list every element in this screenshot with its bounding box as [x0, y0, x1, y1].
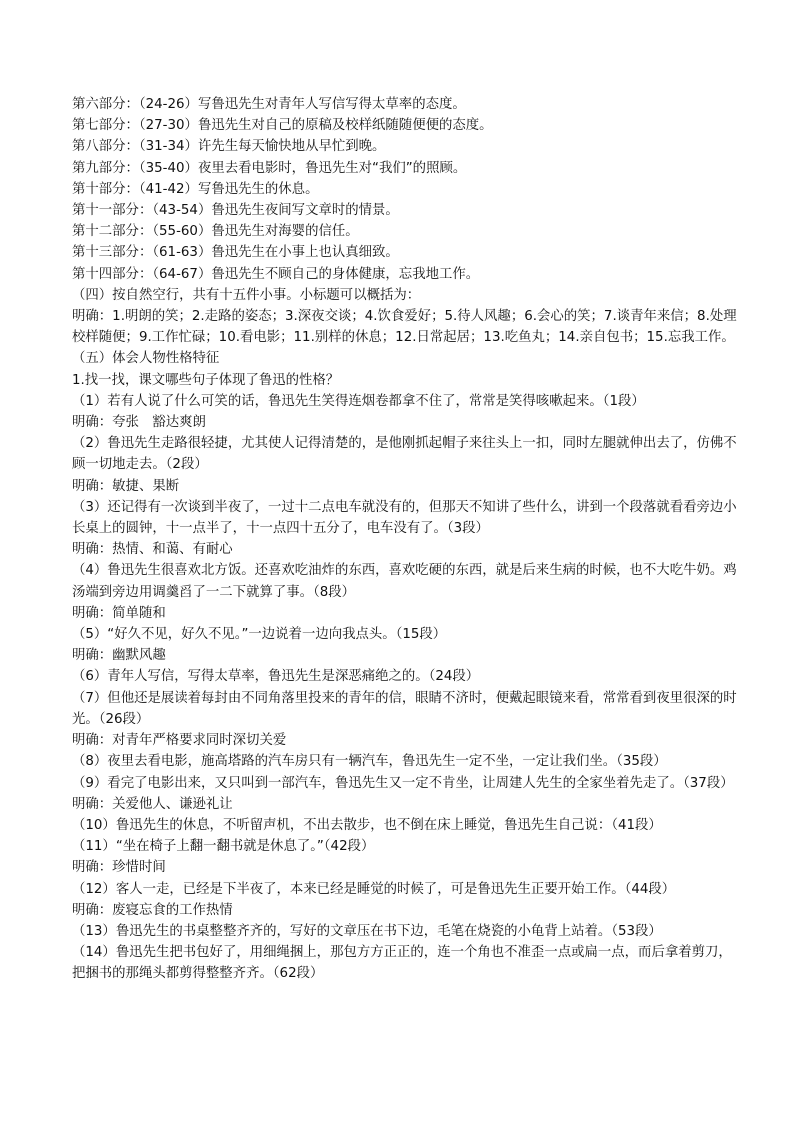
- part-six: 第六部分：（24-26）写鲁迅先生对青年人写信写得太草率的态度。: [72, 97, 466, 112]
- section-four-heading: （四）按自然空行，共有十五件小事。小标题可以概括为：: [72, 287, 421, 303]
- part-thirteen: 第十三部分：（61-63）鲁迅先生在小事上也认真细致。: [72, 245, 399, 261]
- part-eleven: 第十一部分：（43-54）鲁迅先生夜间写文章时的情景。: [72, 203, 399, 219]
- quote-8: （8）夜里去看电影，施高塔路的汽车房只有一辆汽车，鲁迅先生一定不坐，一定让我们坐。（35段）: [72, 754, 667, 770]
- quote-11: （11）“坐在椅子上翻一翻书就是休息了。”（42段）: [72, 839, 375, 855]
- part-fourteen: 第十四部分：（64-67）鲁迅先生不顾自己的身体健康，忘我地工作。: [72, 266, 480, 282]
- quote-2: （2）鲁迅先生走路很轻捷，尤其使人记得清楚的，是他刚抓起帽子来往头上一扣，同时左腿就伸出去了，仿佛不顾一切地走去。（2段）: [72, 436, 737, 473]
- answer-1: 明确：夸张 豁达爽朗: [72, 415, 206, 431]
- quote-9: （9）看完了电影出来，又只叫到一部汽车，鲁迅先生又一定不肯坐，让周建人先生的全家坐着先走了。（37段）: [72, 775, 734, 791]
- answer-5: 明确：幽默风趣: [72, 648, 166, 664]
- answer-2: 明确：敏捷、果断: [72, 478, 180, 494]
- answer-10-11: 明确：珍惜时间: [72, 860, 166, 876]
- quote-3: （3）还记得有一次谈到半夜了，一过十二点电车就没有的，但那天不知讲了些什么，讲到一个段落就看看旁边小长桌上的圆钟，十一点半了，十一点四十五分了，电车没有了。（3段）: [72, 499, 737, 537]
- quote-1: （1）若有人说了什么可笑的话，鲁迅先生笑得连烟卷都拿不住了，常常是笑得咳嗽起来。（1段）: [72, 393, 645, 409]
- quote-4: （4）鲁迅先生很喜欢北方饭。还喜欢吃油炸的东西，喜欢吃硬的东西，就是后来生病的时候，也不大吃牛奶。鸡汤端到旁边用调羹舀了一二下就算了事。（8段）: [72, 563, 737, 600]
- part-eight: 第八部分：（31-34）许先生每天愉快地从早忙到晚。: [72, 139, 386, 155]
- quote-12: （12）客人一走，已经是下半夜了，本来已经是睡觉的时候了，可是鲁迅先生正要开始工作。（44段）: [72, 881, 676, 897]
- quote-14: （14）鲁迅先生把书包好了，用细绳捆上，那包方方正正的，连一个角也不准歪一点或扁一点，而后拿着剪刀，把捆书的那绳头都剪得整整齐齐。（62段）: [72, 945, 732, 982]
- question-one: 1.找一找，课文哪些句子体现了鲁迅的性格？: [72, 372, 340, 388]
- quote-7: （7）但他还是展读着每封由不同角落里投来的青年的信，眼睛不济时，便戴起眼镜来看，常常看到夜里很深的时光。（26段）: [72, 690, 737, 727]
- part-nine: 第九部分：（35-40）夜里去看电影时，鲁迅先生对“我们”的照顾。: [72, 160, 467, 176]
- answer-12: 明确：废寝忘食的工作热情: [72, 902, 233, 918]
- answer-4: 明确：简单随和: [72, 605, 166, 621]
- quote-6: （6）青年人写信，写得太草率，鲁迅先生是深恶痛绝之的。（24段）: [72, 669, 480, 685]
- quote-5: （5）“好久不见，好久不见。”一边说着一边向我点头。（15段）: [72, 627, 447, 643]
- quote-13: （13）鲁迅先生的书桌整整齐齐的，写好的文章压在书下边，毛笔在烧瓷的小龟背上站着。（53段）: [72, 923, 662, 939]
- part-twelve: 第十二部分：（55-60）鲁迅先生对海婴的信任。: [72, 224, 359, 240]
- subtitles-answer: 明确：1.明朗的笑；2.走路的姿态；3.深夜交谈；4.饮食爱好；5.待人风趣；6.会心的笑；7.谈青年来信；8.处理校样随便；9.工作忙碌；10.看电影；11.别样的休息；12.日常起居；13.吃鱼丸；14.亲自包书；15.忘我工作。: [72, 309, 737, 346]
- answer-3: 明确：热情、和蔼、有耐心: [72, 542, 233, 558]
- part-seven: 第七部分：（27-30）鲁迅先生对自己的原稿及校样纸随随便便的态度。: [72, 118, 493, 134]
- answer-8-9: 明确：关爱他人、谦逊礼让: [72, 796, 233, 812]
- answer-6-7: 明确：对青年严格要求同时深切关爱: [72, 733, 287, 749]
- quote-10: （10）鲁迅先生的休息，不听留声机，不出去散步，也不倒在床上睡觉，鲁迅先生自己说：（41段）: [72, 817, 662, 833]
- section-five-heading: （五）体会人物性格特征: [72, 351, 220, 367]
- part-ten: 第十部分：（41-42）写鲁迅先生的休息。: [72, 181, 319, 197]
